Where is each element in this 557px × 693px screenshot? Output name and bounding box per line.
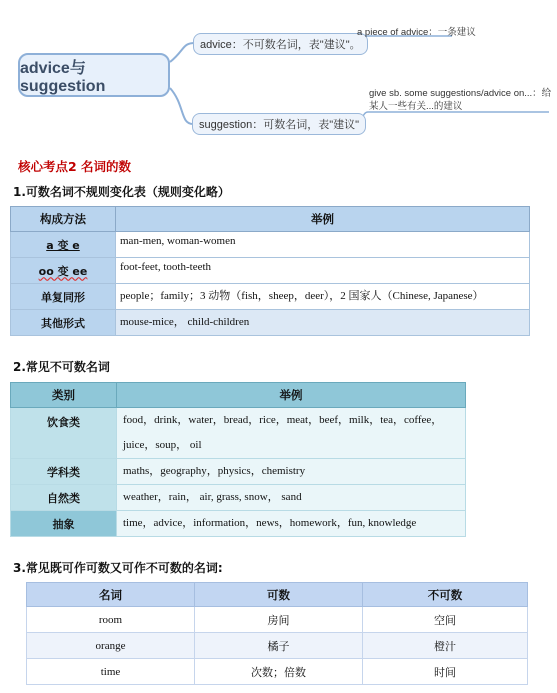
- table-header-cell: 类别: [11, 383, 117, 408]
- table-row: [11, 232, 530, 258]
- table-key-cell: 单复同形: [11, 284, 116, 310]
- section1-title: 1.可数名词不规则变化表（规则变化略）: [13, 185, 230, 199]
- table-row: [27, 659, 528, 685]
- uncountable-nouns-table: [10, 382, 466, 537]
- table-key-cell: 自然类: [11, 485, 117, 511]
- table-header-cell: 举例: [116, 207, 530, 232]
- table-cell: orange: [27, 633, 195, 659]
- table-cell: room: [27, 607, 195, 633]
- table-value-cell: man-men, woman-women: [116, 232, 530, 258]
- table-row: [27, 607, 528, 633]
- rule-label: a 变 e: [46, 238, 80, 252]
- table-cell: 房间: [195, 607, 363, 633]
- table-row: [11, 511, 466, 537]
- table-value-cell: time，advice，information，news，homework，fun, knowledge: [117, 511, 466, 537]
- table-key-cell: [11, 258, 116, 284]
- section2-title: 2.常见不可数名词: [13, 360, 110, 374]
- table-cell: 次数；倍数: [195, 659, 363, 685]
- table-header-cell: 不可数: [363, 583, 528, 607]
- table-header-cell: 构成方法: [11, 207, 116, 232]
- section3-title: 3.常见既可作可数又可作不可数的名词:: [13, 561, 223, 575]
- table-cell: 橙汁: [363, 633, 528, 659]
- irregular-plural-table: [10, 206, 530, 336]
- table-value-cell: people；family；3 动物（fish，sheep，deer），2 国家人（Chinese, Japanese）: [116, 284, 530, 310]
- table-cell: 橘子: [195, 633, 363, 659]
- mindmap-root: advice与suggestion: [18, 53, 170, 97]
- table-header-row: [11, 207, 530, 232]
- dual-nouns-table: [26, 582, 528, 685]
- table-header-row: [27, 583, 528, 607]
- table-value-cell: foot-feet, tooth-teeth: [116, 258, 530, 284]
- table-row: [11, 258, 530, 284]
- table-value-cell: food，drink，water，bread，rice，meat，beef，milk，tea，coffee，juice，soup， oil: [117, 408, 466, 459]
- mindmap-advice-leaf: a piece of advice：一条建议: [357, 27, 476, 38]
- table-value-cell: weather，rain， air, grass, snow， sand: [117, 485, 466, 511]
- table-header-row: [11, 383, 466, 408]
- mindmap-suggestion-node: suggestion：可数名词，表"建议": [192, 113, 366, 135]
- table-header-cell: 名词: [27, 583, 195, 607]
- table-value-cell: maths，geography，physics，chemistry: [117, 459, 466, 485]
- table-cell: 空间: [363, 607, 528, 633]
- rule-label: oo 变 ee: [38, 264, 88, 278]
- table-cell: time: [27, 659, 195, 685]
- table-key-cell: 饮食类: [11, 408, 117, 459]
- mindmap: [0, 0, 557, 150]
- table-key-cell: 学科类: [11, 459, 117, 485]
- table-row: [11, 408, 466, 459]
- table-row: [11, 310, 530, 336]
- mindmap-suggestion-leaf: give sb. some suggestions/advice on...：给某人一些有关...的建议: [369, 88, 552, 112]
- table-header-cell: 可数: [195, 583, 363, 607]
- table-key-cell: 其他形式: [11, 310, 116, 336]
- table-row: [11, 284, 530, 310]
- table-row: [11, 459, 466, 485]
- table-key-cell: [11, 232, 116, 258]
- table-value-cell: mouse-mice， child-children: [116, 310, 530, 336]
- key-point-title: 核心考点2 名词的数: [18, 159, 132, 174]
- table-header-cell: 举例: [117, 383, 466, 408]
- table-cell: 时间: [363, 659, 528, 685]
- table-row: [27, 633, 528, 659]
- table-key-cell: 抽象: [11, 511, 117, 537]
- mindmap-advice-node: advice：不可数名词，表"建议"。: [193, 33, 368, 55]
- table-row: [11, 485, 466, 511]
